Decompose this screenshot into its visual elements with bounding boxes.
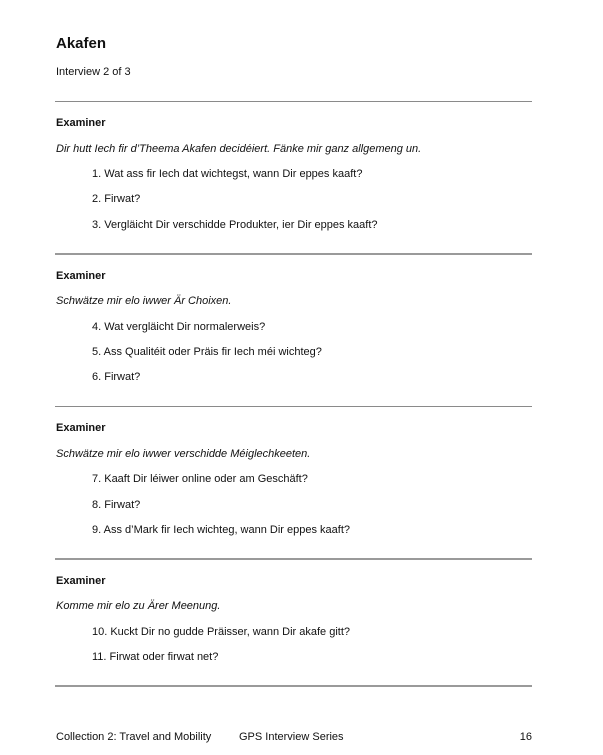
examiner-prompt: Komme mir elo zu Ärer Meenung. xyxy=(56,600,221,612)
question-item: 8. Firwat? xyxy=(92,499,141,511)
divider xyxy=(55,558,532,560)
question-item: 2. Firwat? xyxy=(92,193,141,205)
examiner-prompt: Schwätze mir elo iwwer verschidde Méiglechkeeten. xyxy=(56,448,311,460)
divider xyxy=(55,406,532,407)
question-item: 7. Kaaft Dir léiwer online oder am Geschäft? xyxy=(92,473,308,485)
interview-subtitle: Interview 2 of 3 xyxy=(56,66,131,78)
question-item: 5. Ass Qualitéit oder Präis fir Iech méi wichteg? xyxy=(92,346,322,358)
question-item: 10. Kuckt Dir no gudde Präisser, wann Dir akafe gitt? xyxy=(92,626,351,638)
examiner-label: Examiner xyxy=(56,117,106,129)
page-number: 16 xyxy=(519,731,532,743)
question-item: 1. Wat ass fir Iech dat wichtegst, wann Dir eppes kaaft? xyxy=(92,168,363,180)
question-item: 6. Firwat? xyxy=(92,371,141,383)
examiner-label: Examiner xyxy=(56,575,106,587)
examiner-label: Examiner xyxy=(56,422,106,434)
question-item: 3. Vergläicht Dir verschidde Produkter, ier Dir eppes kaaft? xyxy=(92,219,378,231)
examiner-prompt: Dir hutt Iech fir d’Theema Akafen decidéiert. Fänke mir ganz allgemeng un. xyxy=(56,143,422,155)
divider xyxy=(55,253,532,255)
question-item: 11. Firwat oder firwat net? xyxy=(92,651,219,663)
question-item: 4. Wat vergläicht Dir normalerweis? xyxy=(92,321,266,333)
footer-series: GPS Interview Series xyxy=(239,731,344,743)
divider xyxy=(55,101,532,102)
page-title: Akafen xyxy=(56,35,107,52)
divider xyxy=(55,685,532,687)
footer-collection: Collection 2: Travel and Mobility xyxy=(56,731,212,743)
question-item: 9. Ass d’Mark fir Iech wichteg, wann Dir eppes kaaft? xyxy=(92,524,351,536)
examiner-label: Examiner xyxy=(56,270,106,282)
examiner-prompt: Schwätze mir elo iwwer Är Choixen. xyxy=(56,295,232,307)
